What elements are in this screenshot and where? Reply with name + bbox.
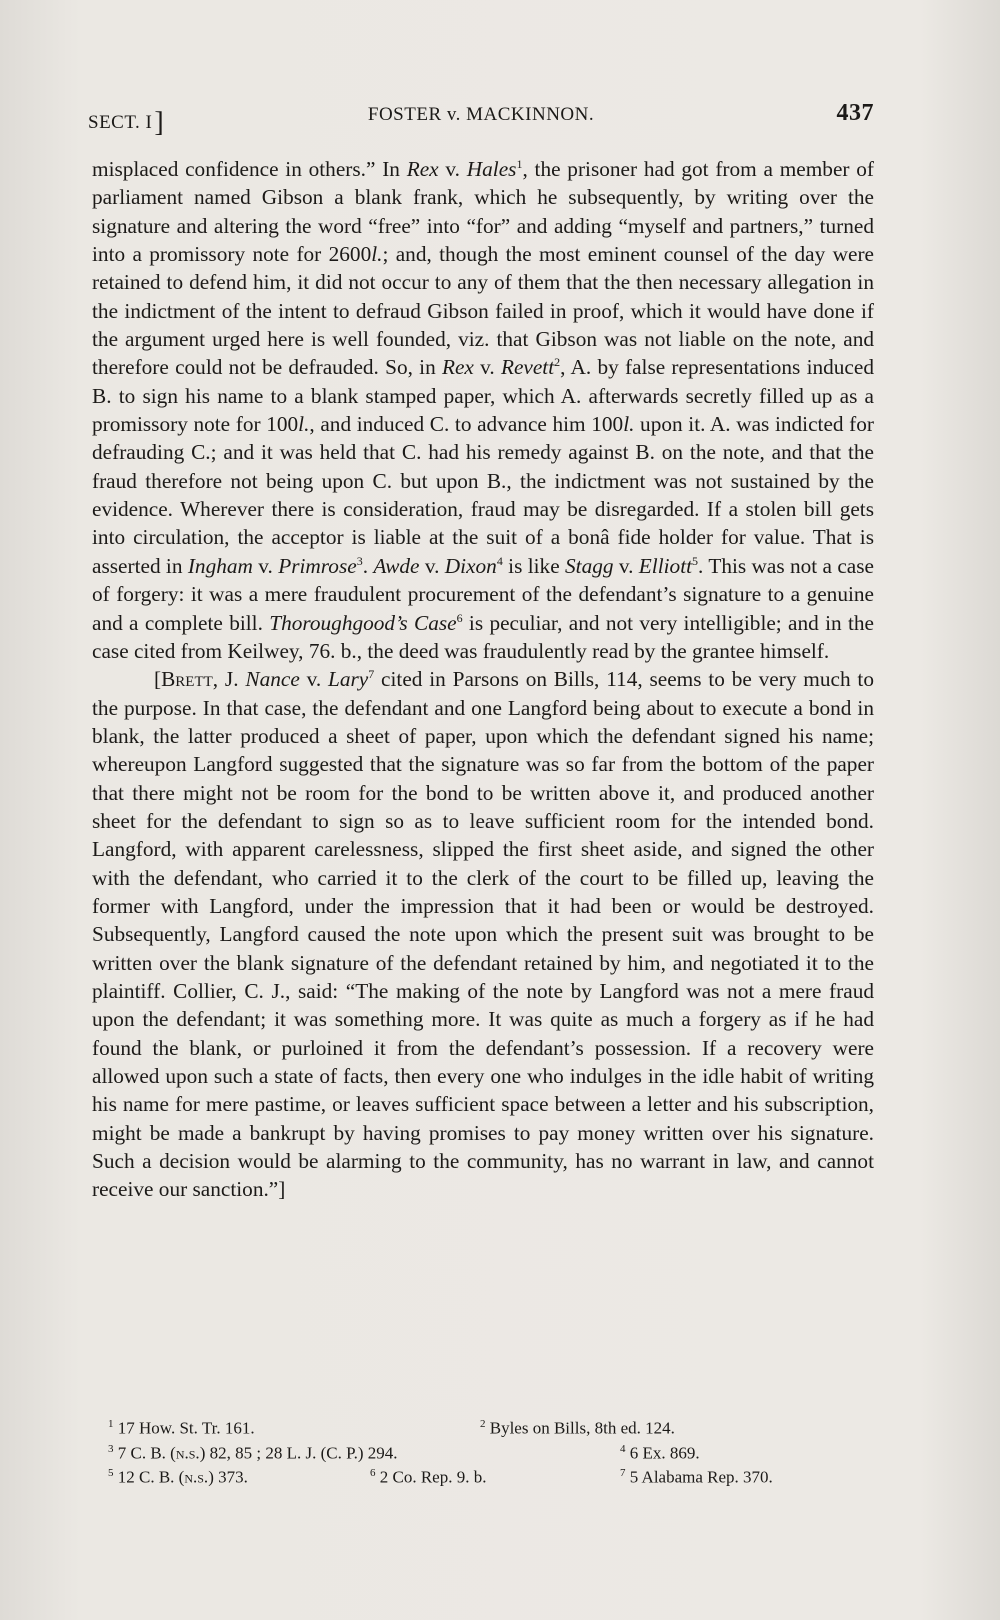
- footnote-number: 4: [620, 1442, 626, 1455]
- judge-name: Brett: [161, 667, 213, 692]
- footnote-number: 7: [620, 1467, 626, 1480]
- currency-abbrev: l.: [623, 412, 635, 437]
- footnote-6: [370, 1463, 620, 1488]
- footnote-number: 3: [108, 1442, 114, 1455]
- case-name: Hales: [466, 157, 517, 181]
- case-name: Primrose: [278, 553, 357, 578]
- footnote-ref[interactable]: 6: [456, 610, 463, 625]
- case-name: Awde: [373, 553, 420, 578]
- text-run: , A. by false representations induced B. to sign his name to a blank stamped paper, which A. afterwards secretly filled up as a promissory note for 100: [92, 355, 874, 437]
- text-run: v.: [419, 553, 445, 578]
- currency-abbrev: l.: [371, 242, 383, 267]
- page-number: 437: [836, 100, 874, 126]
- case-name: Elliott: [638, 553, 693, 578]
- footnote-text: 6 Ex. 869.: [625, 1443, 700, 1463]
- case-name: Nance: [245, 667, 300, 692]
- text-run: , J.: [212, 667, 246, 692]
- text-run: , and induced C. to advance him 100: [309, 412, 624, 437]
- footnote-ref[interactable]: 4: [496, 553, 503, 568]
- text-run: v.: [473, 355, 501, 380]
- footnote-text: 5 Alabama Rep. 370.: [625, 1467, 773, 1487]
- running-title: FOSTER v. MACKINNON.: [367, 104, 595, 125]
- footnote-number: 5: [108, 1467, 114, 1480]
- case-name: Lary: [328, 667, 369, 692]
- case-name: Rex: [406, 157, 439, 181]
- footnotes: [108, 1414, 828, 1488]
- text-run: is like: [502, 553, 565, 578]
- text-run: . This was not a case of forgery: it was a mere fraudulent procurement of the defendant’s signature to a genuine and a complete bill.: [92, 553, 874, 635]
- case-name: Revett: [500, 355, 555, 380]
- text-run: v.: [299, 667, 328, 692]
- text-run: upon it. A. was indicted for defrauding C.; and it was held that C. had his remedy against B. on the note, and that the fraud therefore not being upon C. but upon B., the indictment was not sustained by the evidence. Wherever there is consideration, fraud may be disregarded. If a stolen bill gets into circulation, the acceptor is liable at the suit of a bonâ fide holder for value. That is asserted in: [92, 412, 875, 578]
- footnote-ref[interactable]: 5: [692, 553, 699, 568]
- case-name: Ingham: [187, 553, 253, 578]
- section-text: SECT. I: [88, 112, 153, 133]
- footnote-number: 6: [370, 1467, 376, 1480]
- currency-abbrev: l.: [298, 412, 310, 437]
- footnote-7: [620, 1463, 773, 1488]
- footnote-text: 2 Co. Rep. 9. b.: [375, 1467, 487, 1487]
- case-name: Stagg: [565, 553, 614, 578]
- text-run: is peculiar, and not very intelligible; and in the case cited from Keilwey, 76. b., the deed was fraudulently read by the grantee himself.: [92, 610, 874, 663]
- case-name: Thoroughgood’s Case: [269, 610, 457, 635]
- footnote-row: [108, 1414, 828, 1439]
- footnote-number: 1: [108, 1418, 114, 1430]
- footnote-3: [108, 1439, 620, 1464]
- footnote-text: ) 373.: [208, 1467, 248, 1487]
- footnote-4: [620, 1439, 700, 1464]
- text-run: cited in Parsons on Bills, 114, seems to be very much to the purpose. In that case, the defendant and one Langford being about to execute a bond in blank, the latter produced a sheet of paper, upon which the defendant signed his name; whereupon Langford suggested that the signature was so far from the bottom of the paper that there might not be room for the bond to be written above it, and produced another sheet for the defendant to sign so as to leave sufficient room for the intended bond. Langford, with apparent carelessness, slipped the first sheet aside, and signed the other with the defendant, who carried it to the clerk of the court to be filled up, leaving the former with Langford, under the impression that it had been or would be destroyed. Subsequently, Langford caused the note upon which the present suit was brought to be written over the blank signature of the defendant retained by him, and negotiated it to the plaintiff. Collier, C. J., said: “The making of the note by Langford was not a mere fraud upon the defendant; it was something more. It was quite as much a forgery as if he had found the blank, or purloined it from the defendant’s possession. If a recovery were allowed upon such a state of facts, then every one who indulges in the idle habit of writing his name for mere pastime, or leaves sufficient space between a letter and his subscription, might be made a bankrupt by having promises to pay money written over his signature. Such a decision would be alarming to the community, has no warrant in law, and cannot receive our sanction.”]: [92, 667, 874, 1202]
- text-run: misplaced confidence in others.” In: [92, 157, 407, 181]
- case-name: Rex: [441, 355, 474, 380]
- text-run: .: [362, 553, 374, 578]
- text-run: ; and, though the most eminent counsel of the day were retained to defend him, it did not occur to any of them that the then necessary allegation in the indictment of the intent to defraud Gibson failed in proof, which it would have done if the argument urged here is well founded, viz. that Gibson was not liable on the note, and therefore could not be defrauded. So, in: [92, 242, 874, 380]
- case-name: Dixon: [444, 553, 497, 578]
- running-header: [88, 100, 874, 138]
- footnote-ref[interactable]: 1: [516, 156, 523, 171]
- footnote-text: n.s.: [184, 1467, 209, 1487]
- footnote-text: 17 How. St. Tr. 161.: [113, 1418, 255, 1438]
- paragraph-2: [92, 665, 874, 1204]
- footnote-text: ) 82, 85 ; 28 L. J. (C. P.) 294.: [199, 1443, 398, 1463]
- text-run: , the prisoner had got from a member of parliament named Gibson a blank frank, which he subsequently, by writing over the signature and altering the word “free” into “for” and adding “myself and partners,” turned into a promissory note for 2600: [92, 157, 874, 267]
- footnote-text: 12 C. B. (: [113, 1467, 185, 1487]
- footnote-number: 2: [480, 1418, 486, 1430]
- footnote-text: Byles on Bills, 8th ed. 124.: [485, 1418, 675, 1438]
- text-run: [: [154, 667, 162, 692]
- footnote-text: n.s.: [175, 1443, 200, 1463]
- footnote-1: [108, 1414, 480, 1439]
- footnote-row: [108, 1463, 828, 1488]
- footnote-5: [108, 1463, 370, 1488]
- section-label: SECT. I]: [88, 107, 165, 138]
- footnote-text: 7 C. B. (: [113, 1443, 176, 1463]
- footnote-ref[interactable]: 3: [356, 553, 363, 568]
- text-run: v.: [438, 157, 467, 181]
- body-text: [92, 155, 874, 1204]
- footnote-ref[interactable]: 2: [554, 355, 561, 370]
- footnote-2: [480, 1414, 675, 1439]
- text-run: v.: [613, 553, 639, 578]
- text-run: v.: [252, 553, 279, 578]
- paragraph-1: [92, 155, 874, 665]
- footnote-row: [108, 1439, 828, 1464]
- footnote-ref[interactable]: 7: [368, 667, 375, 682]
